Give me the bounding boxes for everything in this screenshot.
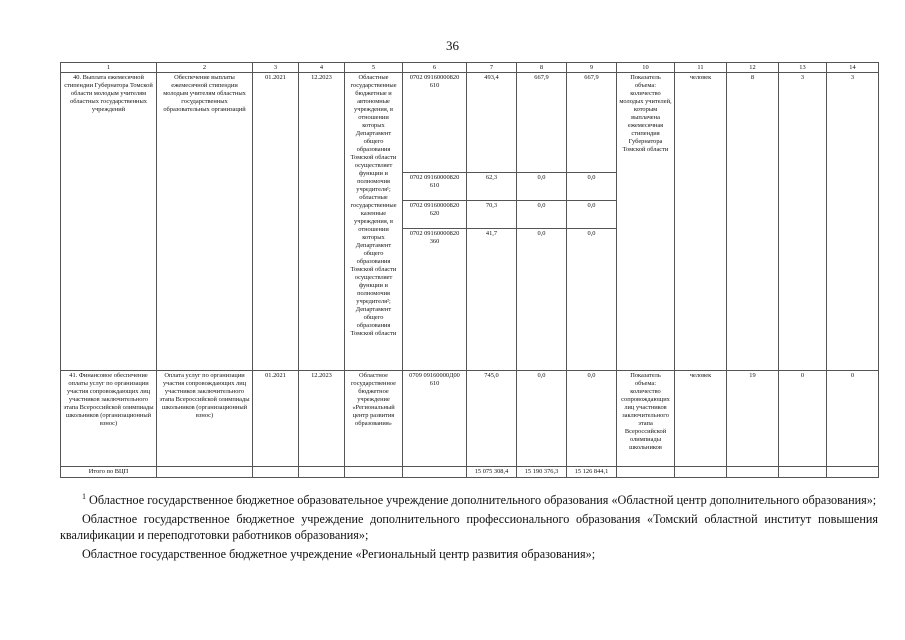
value-year-1: 70,3 bbox=[467, 201, 517, 229]
column-header: 14 bbox=[827, 63, 879, 73]
value-year-2: 667,9 bbox=[517, 73, 567, 173]
value-year-3: 667,9 bbox=[567, 73, 617, 173]
end-date: 12.2023 bbox=[299, 371, 345, 467]
activity-name: 40. Выплата ежемесячной стипендии Губернатора Томской области молодым учителям областных государственных учреждений bbox=[61, 73, 157, 371]
end-date: 12.2023 bbox=[299, 73, 345, 371]
footnote-mark: 1 bbox=[82, 491, 86, 501]
column-header: 11 bbox=[675, 63, 727, 73]
value-year-2: 0,0 bbox=[517, 371, 567, 467]
column-header: 13 bbox=[779, 63, 827, 73]
indicator: Показатель объема: количество сопровождающих лиц участников заключительного этапа Всероссийской олимпиады школьников bbox=[617, 371, 675, 467]
budget-code: 0709 09160000Д00 610 bbox=[403, 371, 467, 467]
column-header: 10 bbox=[617, 63, 675, 73]
footnote-3: Областное государственное бюджетное учреждение «Региональный центр развития образования»; bbox=[82, 547, 596, 561]
indicator-year-1: 19 bbox=[727, 371, 779, 467]
value-year-3: 0,0 bbox=[567, 371, 617, 467]
total-year-2: 15 190 376,3 bbox=[517, 467, 567, 478]
table-row-40 bbox=[61, 73, 879, 173]
footnotes bbox=[60, 492, 878, 565]
indicator-year-3: 3 bbox=[827, 73, 879, 371]
value-year-1: 62,3 bbox=[467, 173, 517, 201]
budget-code: 0702 09160000820 620 bbox=[403, 201, 467, 229]
value-year-3: 0,0 bbox=[567, 173, 617, 201]
indicator: Показатель объема: количество молодых учителей, которым выплачена ежемесячная стипендия Губернатора Томской области bbox=[617, 73, 675, 371]
table-row-41 bbox=[61, 371, 879, 467]
value-year-1: 41,7 bbox=[467, 229, 517, 371]
column-header: 8 bbox=[517, 63, 567, 73]
footnote-1-text: Областное государственное бюджетное образовательное учреждение дополнительного образования «Областной центр дополнительного образования»; bbox=[86, 493, 877, 507]
footnote-2: Областное государственное бюджетное учреждение дополнительного профессионального образования «Томский областной институт повышения квалификации и переподготовки работников образования»; bbox=[60, 512, 878, 542]
indicator-year-2: 3 bbox=[779, 73, 827, 371]
value-year-1: 493,4 bbox=[467, 73, 517, 173]
total-year-3: 15 126 844,1 bbox=[567, 467, 617, 478]
total-year-1: 15 075 308,4 bbox=[467, 467, 517, 478]
value-year-3: 0,0 bbox=[567, 201, 617, 229]
column-header: 2 bbox=[157, 63, 253, 73]
program-table bbox=[60, 62, 879, 478]
column-header: 5 bbox=[345, 63, 403, 73]
indicator-year-1: 8 bbox=[727, 73, 779, 371]
budget-code: 0702 09160000820 360 bbox=[403, 229, 467, 371]
start-date: 01.2021 bbox=[253, 371, 299, 467]
footnote-1 bbox=[60, 492, 878, 508]
column-header: 3 bbox=[253, 63, 299, 73]
column-header: 6 bbox=[403, 63, 467, 73]
executor: Областные государственные бюджетные и автономные учреждения, в отношении которых Департамент общего образования Томской области осуществляет функции и полномочия учредителя¹; областные государственные казенные учреждения, в отношении которых Департамент общего образования Томской области осуществляет функции и полномочия учредителя²; Департамент общего образования Томской области bbox=[345, 73, 403, 371]
indicator-year-2: 0 bbox=[779, 371, 827, 467]
activity-name: 41. Финансовое обеспечение оплаты услуг по организации участия сопровождающих лиц участников заключительного этапа Всероссийской олимпиады школьников (организационный взнос) bbox=[61, 371, 157, 467]
column-header: 1 bbox=[61, 63, 157, 73]
column-number-row bbox=[61, 63, 879, 73]
activity-description: Оплата услуг по организации участия сопровождающих лиц участников заключительного этапа Всероссийской олимпиады школьников (организационный взнос) bbox=[157, 371, 253, 467]
value-year-1: 745,0 bbox=[467, 371, 517, 467]
budget-code: 0702 09160000820 610 bbox=[403, 73, 467, 173]
column-header: 9 bbox=[567, 63, 617, 73]
activity-description: Обеспечение выплаты ежемесячной стипендии молодым учителям областных государственных образовательных организаций bbox=[157, 73, 253, 371]
unit: человек bbox=[675, 73, 727, 371]
column-header: 7 bbox=[467, 63, 517, 73]
column-header: 4 bbox=[299, 63, 345, 73]
indicator-year-3: 0 bbox=[827, 371, 879, 467]
total-label: Итого по ВЦП bbox=[61, 467, 157, 478]
start-date: 01.2021 bbox=[253, 73, 299, 371]
budget-code: 0702 09160000820 610 bbox=[403, 173, 467, 201]
executor: Областное государственное бюджетное учреждение «Региональный центр развития образования» bbox=[345, 371, 403, 467]
column-header: 12 bbox=[727, 63, 779, 73]
value-year-2: 0,0 bbox=[517, 173, 567, 201]
value-year-2: 0,0 bbox=[517, 229, 567, 371]
total-row bbox=[61, 467, 879, 478]
unit: человек bbox=[675, 371, 727, 467]
value-year-2: 0,0 bbox=[517, 201, 567, 229]
value-year-3: 0,0 bbox=[567, 229, 617, 371]
page-number: 36 bbox=[446, 38, 459, 53]
